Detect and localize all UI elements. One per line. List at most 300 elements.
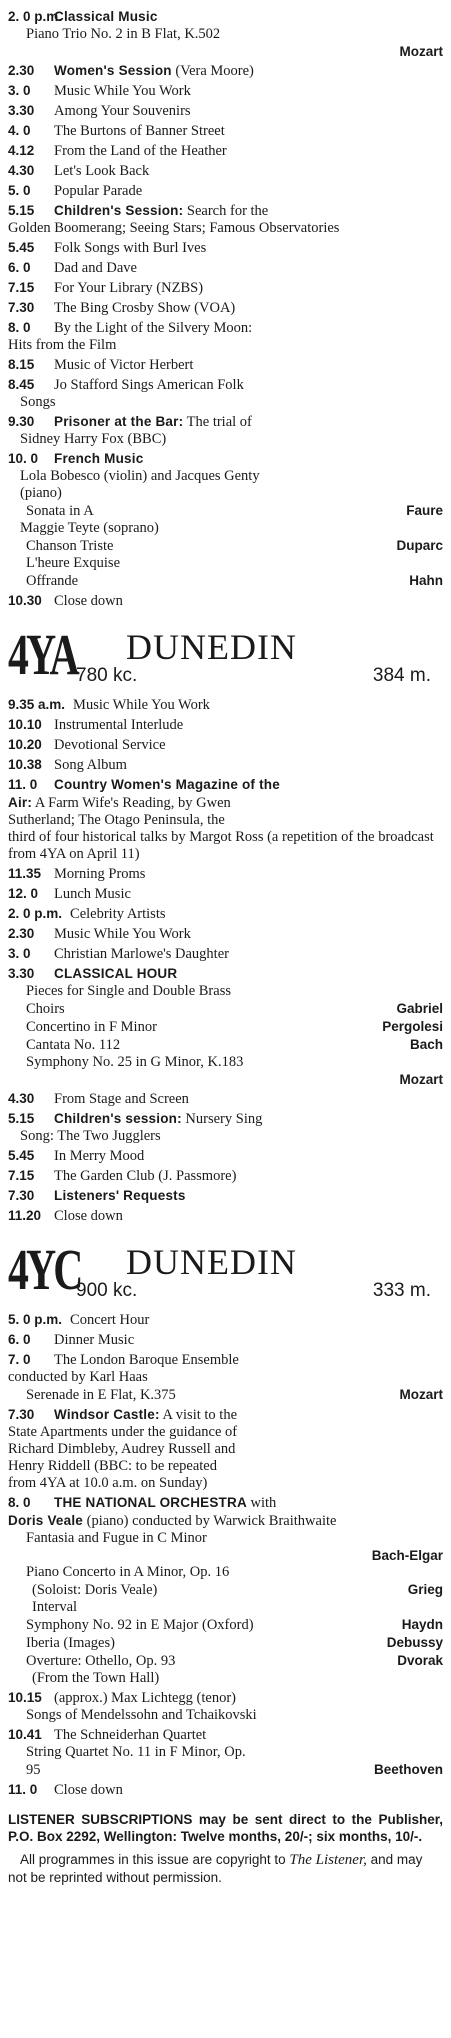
programme-title: [54, 1352, 443, 1369]
programme-detail-text: Henry Riddell (BBC: to be repeated: [8, 1458, 217, 1474]
programme-detail-text: Golden Boomerang; Seeing Stars; Famous Observatories: [8, 220, 340, 236]
programme-description: The trial of: [183, 414, 252, 430]
programme-detail-text: Pieces for Single and Double Brass: [26, 983, 231, 999]
programme-detail-line: [8, 394, 443, 411]
programme-heading: Listeners' Requests: [54, 1188, 186, 1203]
programme-detail-line: [8, 812, 443, 829]
programme-entry: [8, 905, 443, 923]
work-title: Iberia (Images): [26, 1635, 115, 1651]
programme-title: [54, 143, 443, 160]
programme-description: Music While You Work: [54, 83, 191, 99]
programme-title: [54, 300, 443, 317]
programme-description: In Merry Mood: [54, 1148, 145, 1164]
programme-title: [54, 1187, 443, 1205]
programme-detail-text: Sidney Harry Fox (BBC): [20, 431, 167, 447]
station-frequency: 780 kc.: [76, 665, 138, 686]
work-title: Serenade in E Flat, K.375: [26, 1387, 176, 1403]
programme-detail-text: (piano): [20, 485, 62, 501]
programme-title: [54, 103, 443, 120]
composer-name: Mozart: [399, 44, 443, 59]
programme-title: [54, 183, 443, 200]
work-line: [8, 1634, 443, 1652]
programme-line: [8, 965, 443, 983]
programme-title: [54, 413, 443, 431]
programme-heading: Classical Music: [54, 9, 158, 24]
programme-detail-line: [8, 846, 443, 863]
programme-line: [8, 865, 443, 883]
programme-title: [54, 866, 443, 883]
programme-line: [8, 122, 443, 140]
work-line: [8, 1652, 443, 1670]
work-title: Sonata in A: [26, 503, 94, 519]
programme-title: [54, 1148, 443, 1165]
programme-title: [54, 1690, 443, 1707]
composer-name: Hahn: [409, 573, 443, 588]
programme-line: [8, 279, 443, 297]
programme-entry: [8, 82, 443, 100]
programme-time: 3.30: [8, 103, 35, 118]
programme-line: [8, 1494, 443, 1512]
programme-line: [8, 299, 443, 317]
programme-entry: [8, 122, 443, 140]
programme-time: 11. 0: [8, 1782, 38, 1797]
programme-detail-text: Maggie Teyte (soprano): [20, 520, 159, 536]
composer-name: Bach: [409, 1037, 443, 1052]
programme-detail-line: [8, 1475, 443, 1492]
programme-line: [8, 162, 443, 180]
work-line: [8, 1000, 443, 1018]
programme-line: [8, 1781, 443, 1799]
programme-detail-line: [8, 468, 443, 485]
programme-entry: [8, 450, 443, 590]
programme-description: Close down: [54, 1208, 123, 1224]
programme-line: [8, 319, 443, 337]
programme-entry: [8, 142, 443, 160]
work-line: [8, 1036, 443, 1054]
programme-line: [8, 1351, 443, 1369]
programme-entry: [8, 356, 443, 374]
programme-time: 8.15: [8, 357, 35, 372]
programme-heading: Prisoner at the Bar:: [54, 414, 184, 429]
programme-title: [54, 357, 443, 374]
programme-time: 5.45: [8, 1148, 35, 1163]
programme-detail-text: A Farm Wife's Reading, by Gwen: [32, 795, 231, 811]
programme-heading: CLASSICAL HOUR: [54, 966, 178, 981]
programme-line: [8, 925, 443, 943]
programme-description: By the Light of the Silvery Moon:: [54, 320, 253, 336]
programme-entry: [8, 62, 443, 80]
programme-line: [8, 1311, 443, 1329]
programme-title: [54, 1332, 443, 1349]
composer-name: Beethoven: [373, 1762, 443, 1777]
programme-entry: [8, 1726, 443, 1779]
work-line: [8, 1386, 443, 1404]
composer-name: Bach-Elgar: [371, 1548, 443, 1563]
programme-detail-line: [8, 220, 443, 237]
work-line: [8, 1547, 443, 1564]
programme-line: [8, 945, 443, 963]
programme-description: Close down: [54, 593, 123, 609]
programme-title: [54, 320, 443, 337]
programme-line: [8, 142, 443, 160]
programme-title: [54, 926, 443, 943]
programme-entry: [8, 1689, 443, 1724]
programme-line: [8, 736, 443, 754]
programme-title: [54, 1494, 443, 1512]
programme-entry: [8, 319, 443, 354]
programme-detail-line: [8, 1458, 443, 1475]
programme-line: [8, 1406, 443, 1424]
programme-time: 5.45: [8, 240, 35, 255]
programme-line: [8, 82, 443, 100]
programme-time: 3. 0: [8, 946, 31, 961]
programme-line: [8, 1147, 443, 1165]
programme-title: [54, 240, 443, 257]
programme-line: [8, 62, 443, 80]
work-title: Symphony No. 92 in E Major (Oxford): [26, 1617, 254, 1633]
programme-entry: [8, 716, 443, 734]
composer-name: Duparc: [396, 538, 443, 553]
programme-heading: Windsor Castle:: [54, 1407, 160, 1422]
programme-description: Lunch Music: [54, 886, 131, 902]
programme-detail-line: [8, 1054, 443, 1071]
programme-description: Celebrity Artists: [70, 906, 166, 922]
programme-time: 5. 0: [8, 183, 31, 198]
programme-time: 4.30: [8, 1091, 35, 1106]
programme-time: 10. 0: [8, 451, 39, 466]
programme-detail-line: [8, 983, 443, 1000]
programme-entry: [8, 865, 443, 883]
programme-title: [54, 946, 443, 963]
programme-title: [54, 83, 443, 100]
programme-time: 7.15: [8, 1168, 35, 1183]
programme-detail-line: [8, 555, 443, 572]
programme-detail-line: [8, 1512, 443, 1530]
programme-heading: Doris Veale: [8, 1513, 83, 1528]
programme-time: 11.35: [8, 866, 42, 881]
station-header-4ya: [8, 624, 443, 688]
programme-detail-text: Songs of Mendelssohn and Tchaikovski: [26, 1707, 257, 1723]
programme-title: [54, 1091, 443, 1108]
programme-line: [8, 696, 443, 714]
programme-line: [8, 1207, 443, 1225]
programme-time: 5.15: [8, 203, 35, 218]
programme-detail-line: [8, 1424, 443, 1441]
subscription-notice: LISTENER SUBSCRIPTIONS may be sent direct to the Publisher, P.O. Box 2292, Wellington: Twelve months, 20/-; six months, 10/-.: [8, 1812, 443, 1844]
work-line: [8, 537, 443, 555]
composer-name: Haydn: [401, 1617, 443, 1632]
programme-time: 10.20: [8, 737, 42, 752]
programme-time: 3. 0: [8, 83, 31, 98]
programme-time: 11. 0: [8, 777, 38, 792]
programme-detail-text: L'heure Exquise: [26, 555, 121, 571]
programme-time: 2. 0 p.m.: [8, 9, 63, 24]
programme-entry: [8, 279, 443, 297]
station-wavelength: 384 m.: [372, 665, 431, 686]
programme-line: [8, 885, 443, 903]
programme-line: [8, 239, 443, 257]
station-4yc-programmes: [8, 1311, 443, 1799]
work-title: Cantata No. 112: [26, 1037, 121, 1053]
programme-entry: [8, 1187, 443, 1205]
programme-time: 7.15: [8, 280, 35, 295]
programme-title: [54, 593, 443, 610]
programme-title: [54, 377, 443, 394]
programme-entry: [8, 1167, 443, 1185]
notice-block: [8, 1811, 443, 1886]
programme-line: [8, 1331, 443, 1349]
programme-line: [8, 776, 443, 794]
programme-entry: [8, 162, 443, 180]
programme-detail-line: [8, 1564, 443, 1581]
programme-detail-text: Fantasia and Fugue in C Minor: [26, 1530, 207, 1546]
programme-time: 10.30: [8, 593, 42, 608]
programme-line: [8, 905, 443, 923]
programme-title: [54, 1782, 443, 1799]
programme-description: (approx.) Max Lichtegg (tenor): [54, 1690, 236, 1706]
station-frequency: 900 kc.: [76, 1280, 138, 1301]
programme-entry: [8, 102, 443, 120]
programme-detail-text: Hits from the Film: [8, 337, 117, 353]
programme-time: 10.38: [8, 757, 42, 772]
programme-detail-line: [8, 1670, 443, 1687]
programme-detail-line: [8, 1128, 443, 1145]
programme-detail-line: [8, 26, 443, 43]
work-line: [8, 1616, 443, 1634]
programme-detail-line: [8, 794, 443, 812]
programme-entry: [8, 1351, 443, 1404]
programme-detail-text: Symphony No. 25 in G Minor, K.183: [26, 1054, 244, 1070]
programme-detail-line: [8, 1744, 443, 1761]
programme-description: Nursery Sing: [181, 1111, 263, 1127]
programme-time: 4. 0: [8, 123, 31, 138]
programme-detail-line: [8, 520, 443, 537]
programme-heading: Women's Session: [54, 63, 172, 78]
programme-time: 8. 0: [8, 1495, 31, 1510]
programme-time: 10.15: [8, 1690, 42, 1705]
programme-entry: [8, 8, 443, 60]
programme-title: [54, 8, 443, 26]
programme-heading: THE NATIONAL ORCHESTRA: [54, 1495, 247, 1510]
programme-description: Jo Stafford Sings American Folk: [54, 377, 244, 393]
programme-entry: [8, 239, 443, 257]
programme-time: 6. 0: [8, 1332, 31, 1347]
programme-description: The Bing Crosby Show (VOA): [54, 300, 236, 316]
programme-description: Dinner Music: [54, 1332, 135, 1348]
programme-time: 10.10: [8, 717, 42, 732]
work-line: [8, 502, 443, 520]
programme-time: 2.30: [8, 63, 35, 78]
programme-description: Song Album: [54, 757, 127, 773]
programme-line: [8, 413, 443, 431]
copyright-text-after: and may not be reprinted without permission.: [8, 1852, 423, 1885]
programme-description: For Your Library (NZBS): [54, 280, 204, 296]
programme-description: From the Land of the Heather: [54, 143, 227, 159]
programme-description: (Vera Moore): [171, 63, 254, 79]
programme-detail-line: [8, 1369, 443, 1386]
programme-line: [8, 450, 443, 468]
programme-time: 8.45: [8, 377, 35, 392]
programme-entry: [8, 1781, 443, 1799]
programme-detail-text: from 4YA at 10.0 a.m. on Sunday): [8, 1475, 208, 1491]
programme-heading: Air:: [8, 795, 33, 810]
programme-entry: [8, 259, 443, 277]
programme-detail-line: [8, 1441, 443, 1458]
programme-line: [8, 259, 443, 277]
programme-entry: [8, 592, 443, 610]
programme-time: 5.15: [8, 1111, 35, 1126]
programme-description: Close down: [54, 1782, 123, 1798]
programme-heading: French Music: [54, 451, 144, 466]
programme-line: [8, 356, 443, 374]
programme-description: From Stage and Screen: [54, 1091, 189, 1107]
programme-time: 3.30: [8, 966, 35, 981]
programme-entry: [8, 182, 443, 200]
programme-detail-line: [8, 1707, 443, 1724]
programme-description: Concert Hour: [70, 1312, 150, 1328]
programme-description: Dad and Dave: [54, 260, 137, 276]
copyright-notice: [8, 1851, 443, 1886]
programme-detail-line: [8, 1599, 443, 1616]
programme-time: 4.12: [8, 143, 35, 158]
programme-detail-text: (From the Town Hall): [32, 1670, 160, 1686]
programme-detail-line: [8, 431, 443, 448]
programme-detail-text: (piano) conducted by Warwick Braithwaite: [83, 1513, 337, 1529]
programme-title: [54, 62, 443, 80]
composer-name: Pergolesi: [382, 1019, 443, 1034]
programme-time: 9.30: [8, 414, 35, 429]
programme-description: The Garden Club (J. Passmore): [54, 1168, 237, 1184]
programme-title: [54, 1110, 443, 1128]
programme-detail-text: third of four historical talks by Margot Ross (a repetition of the broadcast: [8, 829, 434, 845]
programme-title: [54, 260, 443, 277]
programme-description: Among Your Souvenirs: [54, 103, 191, 119]
programme-line: [8, 1187, 443, 1205]
programme-title: [54, 886, 443, 903]
programme-description: The London Baroque Ensemble: [54, 1352, 239, 1368]
programme-entry: [8, 1090, 443, 1108]
station-wavelength: 333 m.: [372, 1280, 431, 1301]
programme-title: [54, 776, 443, 794]
station-city: DUNEDIN: [126, 1242, 297, 1282]
work-title: 95: [26, 1762, 41, 1778]
programme-line: [8, 1167, 443, 1185]
programme-title: [70, 1312, 443, 1329]
programme-line: [8, 202, 443, 220]
programme-heading: Children's Session:: [54, 203, 184, 218]
programme-entry: [8, 1147, 443, 1165]
programme-line: [8, 716, 443, 734]
programme-line: [8, 1689, 443, 1707]
programme-title: [54, 202, 443, 220]
work-title: (Soloist: Doris Veale): [32, 1582, 158, 1598]
programme-detail-line: [8, 485, 443, 502]
programme-line: [8, 8, 443, 26]
station-callsign: 4YC: [8, 1237, 81, 1302]
programme-entry: [8, 1331, 443, 1349]
programme-detail-text: Piano Concerto in A Minor, Op. 16: [26, 1564, 230, 1580]
work-title: Choirs: [26, 1001, 65, 1017]
programme-time: 2. 0 p.m.: [8, 906, 63, 921]
work-line: [8, 43, 443, 60]
programme-title: [54, 163, 443, 180]
programme-title: [54, 280, 443, 297]
programme-detail-text: Song: The Two Jugglers: [20, 1128, 161, 1144]
programme-entry: [8, 1406, 443, 1492]
work-title: Concertino in F Minor: [26, 1019, 157, 1035]
programme-description: with: [246, 1495, 277, 1511]
programme-time: 6. 0: [8, 260, 31, 275]
programme-title: [54, 1168, 443, 1185]
composer-name: Mozart: [399, 1387, 443, 1402]
programme-time: 2.30: [8, 926, 35, 941]
programme-detail-text: Interval: [32, 1599, 78, 1615]
composer-name: Dvorak: [397, 1653, 443, 1668]
programme-title: [54, 717, 443, 734]
composer-name: Faure: [406, 503, 443, 518]
composer-name: Debussy: [386, 1635, 443, 1650]
programme-title: [54, 450, 443, 468]
work-line: [8, 1071, 443, 1088]
station-header-4yc: [8, 1239, 443, 1303]
station-callsign: 4YA: [8, 622, 77, 687]
composer-name: Gabriel: [396, 1001, 443, 1016]
programme-entry: [8, 736, 443, 754]
work-title: Overture: Othello, Op. 93: [26, 1653, 176, 1669]
programme-description: Let's Look Back: [54, 163, 150, 179]
work-title: Offrande: [26, 573, 79, 589]
work-line: [8, 1581, 443, 1599]
programme-description: A visit to the: [159, 1407, 237, 1423]
programme-title: [54, 1208, 443, 1225]
station-4ya-programmes: [8, 696, 443, 1225]
composer-name: Grieg: [407, 1582, 443, 1597]
programme-entry: [8, 776, 443, 863]
programme-entry: [8, 696, 443, 714]
programme-detail-line: [8, 1530, 443, 1547]
programme-detail-line: [8, 337, 443, 354]
programme-description: Popular Parade: [54, 183, 143, 199]
programme-title: [54, 757, 443, 774]
programme-line: [8, 592, 443, 610]
programme-entry: [8, 945, 443, 963]
programme-detail-text: Lola Bobesco (violin) and Jacques Genty: [20, 468, 260, 484]
programme-entry: [8, 1110, 443, 1145]
programme-time: 12. 0: [8, 886, 39, 901]
programme-line: [8, 1090, 443, 1108]
publication-name: The Listener,: [289, 1852, 367, 1868]
work-line: [8, 1761, 443, 1779]
programme-line: [8, 1110, 443, 1128]
programme-line: [8, 756, 443, 774]
programme-heading: Country Women's Magazine of the: [54, 777, 280, 792]
programme-entry: [8, 756, 443, 774]
programme-detail-text: Songs: [20, 394, 56, 410]
programme-line: [8, 376, 443, 394]
programme-description: The Burtons of Banner Street: [54, 123, 225, 139]
programme-detail-text: State Apartments under the guidance of: [8, 1424, 238, 1440]
programme-entry: [8, 925, 443, 943]
programme-time: 7.30: [8, 1188, 35, 1203]
programme-entry: [8, 965, 443, 1088]
programme-entry: [8, 1311, 443, 1329]
programme-time: 7.30: [8, 1407, 35, 1422]
work-line: [8, 1018, 443, 1036]
programme-detail-text: String Quartet No. 11 in F Minor, Op.: [26, 1744, 246, 1760]
programme-time: 8. 0: [8, 320, 31, 335]
programme-entry: [8, 413, 443, 448]
programme-line: [8, 182, 443, 200]
